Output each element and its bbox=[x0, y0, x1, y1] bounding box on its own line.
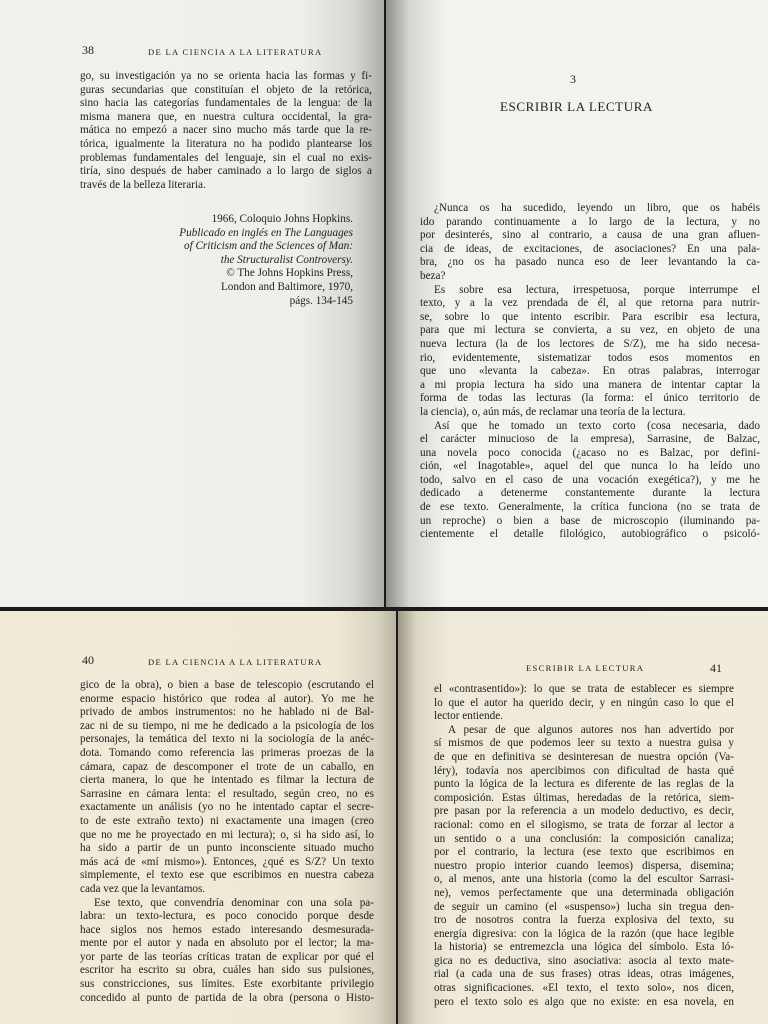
text-line: zac ni de su tiempo, ni me he dedicado a la psicología de los bbox=[80, 719, 374, 732]
text-line: tiría, sino después de haber caminado a lo largo de siglos a bbox=[80, 165, 372, 178]
text-line: sus constricciones, sus límites. Este exorbitante privilegio bbox=[80, 978, 374, 991]
page-number: 41 bbox=[710, 661, 722, 675]
text-line: enorme espacio histórico que rodea al autor). Yo me he bbox=[80, 692, 374, 705]
text-line: la ciencia), o, aún más, de reclamar una teoría de la lectura. bbox=[420, 405, 686, 418]
page-40 bbox=[0, 611, 396, 1024]
text-line: ¿Nunca os ha sucedido, leyendo un libro, que os habéis bbox=[434, 202, 760, 214]
credit-line: of Criticism and the Sciences of Man: bbox=[183, 240, 353, 253]
text-line: composición. Estas últimas, heredadas de la retórica, siem- bbox=[434, 791, 734, 804]
text-line: de seguir un camino (el «suspenso») lucha sin tregua den- bbox=[434, 900, 734, 913]
text-line: más acá de «mí mismo»). Entonces, ¿qué es S/Z? Un texto bbox=[80, 855, 374, 868]
text-line: de que en definitiva se desinteresan de nuestra opción (Va- bbox=[434, 750, 734, 763]
text-line: un sentido o a una conclusión: la composición canaliza; bbox=[434, 832, 734, 845]
body-text bbox=[420, 202, 760, 542]
text-line: ción, «el Inagotable», aquel del que nunca lo ha leído uno bbox=[420, 460, 760, 473]
credit-line: Publicado en inglés en The Languages bbox=[179, 226, 353, 239]
text-line: misma manera que, en nuestra cultura occidental, la gra- bbox=[80, 110, 372, 123]
text-line: forma de todas las lecturas (la forma: el único territorio de bbox=[420, 392, 760, 405]
page-41 bbox=[398, 611, 768, 1024]
text-line: dedicado a detenerme constantemente durante la lectura bbox=[420, 487, 760, 500]
credit-line: págs. 134-145 bbox=[289, 294, 353, 307]
text-line: cámara, capaz de descomponer el trote de un caballo, en bbox=[80, 760, 374, 773]
page-38 bbox=[0, 0, 384, 607]
running-head: DE LA CIENCIA A LA LITERATURA bbox=[148, 47, 323, 57]
page-number: 40 bbox=[82, 653, 94, 667]
text-line: sino hacia las categorías fundamentales de la lengua: de la bbox=[80, 97, 372, 110]
text-line: Sarrasine en cámara lenta: el resultado, según creo, no es bbox=[80, 787, 374, 800]
credit-line: the Structuralist Controversy. bbox=[220, 253, 353, 266]
text-line: bra, ¿no os ha pasado nunca eso de leer levantando la ca- bbox=[420, 256, 760, 269]
text-line: hace siglos nos hemos estado interesando desmesurada- bbox=[80, 923, 374, 936]
text-line: cierta manera, lo que he intentado es filmar la lectura de bbox=[80, 774, 374, 787]
text-line: go, su investigación ya no se orienta hacia las formas y fi- bbox=[80, 70, 372, 82]
text-line: labra: un texto-lectura, es poco conocido porque desde bbox=[80, 910, 374, 923]
text-line: pero el texto solo es algo que no existe: en esa novela, en bbox=[434, 995, 734, 1008]
text-line: gico de la obra), o bien a base de telescopio (escrutando el bbox=[80, 679, 374, 691]
text-line: un reproche) o bien a base de microscopio (iluminando pa- bbox=[420, 514, 760, 527]
text-line: beza? bbox=[420, 269, 446, 282]
chapter-title: ESCRIBIR LA LECTURA bbox=[500, 99, 653, 114]
text-line: Es sobre esa lectura, irrespetuosa, porque interrumpe el bbox=[434, 283, 760, 296]
text-line: la historia) se entremezcla una lógica del símbolo. Esta ló- bbox=[434, 941, 734, 954]
text-line: el carácter minucioso de la empresa), Sarrasine, de Balzac, bbox=[420, 433, 760, 446]
text-line: lector entiende. bbox=[434, 710, 503, 723]
running-head: DE LA CIENCIA A LA LITERATURA bbox=[148, 657, 323, 667]
text-line: personajes, la temática del texto ni la sociología de la anéc- bbox=[80, 733, 374, 746]
text-line: mática no empezó a nacer sino mucho más tarde que la re- bbox=[80, 124, 372, 137]
text-line: exactamente un análisis (yo no he intentado captar el secre- bbox=[80, 801, 374, 814]
text-line: Ese texto, que convendría denominar con una sola pa- bbox=[94, 896, 374, 909]
text-line: privado de ambos instrumentos: no he hablado ni de Bal- bbox=[80, 706, 374, 719]
body-text bbox=[80, 70, 372, 192]
text-line: problemas fundamentales del lenguaje, sin el cual no exis- bbox=[80, 151, 372, 164]
body-text bbox=[80, 679, 374, 1005]
text-line: o, al menos, ante una historia (como la del escultor Sarrasi- bbox=[434, 873, 734, 886]
text-line: Así que he tomado un texto corto (cosa necesaria, dado bbox=[434, 419, 760, 432]
text-line: guras secundarias que constituían el objeto de la retórica, bbox=[80, 83, 372, 96]
text-line: mente por el autor y nada en absoluto por el lector; la ma- bbox=[80, 937, 374, 950]
text-line: escritor ha escrito su obra, cuáles han sido sus pulsiones, bbox=[80, 964, 374, 977]
text-line: pre pasan por la referencia a un modelo deductivo, es decir, bbox=[434, 805, 734, 818]
text-line: racional: como en el silogismo, se trata de forzar al lector a bbox=[434, 818, 734, 831]
text-line: tro de nosotros contra la fuerza explosiva del texto, su bbox=[434, 914, 734, 927]
text-line: punto la lógica de la lectura es diferente de las reglas de la bbox=[434, 778, 734, 791]
text-line: se, sobre lo que intento escribir. Para escribir esa lectura, bbox=[420, 310, 760, 323]
text-line: nuestro propio interior cuando leemos) dispersa, disemina; bbox=[434, 859, 734, 872]
source-credits bbox=[100, 213, 353, 308]
body-text bbox=[434, 683, 734, 1009]
text-line: yor parte de las teorías críticas tratan de explicar por qué el bbox=[80, 950, 374, 963]
text-line: ha sido a partir de un punto inconsciente situado mucho bbox=[80, 842, 374, 855]
text-line: to de este extraño texto) ni exactamente una imagen (creo bbox=[80, 814, 374, 827]
text-line: concedido al punto de partida de la obra (persona o Histo- bbox=[80, 991, 374, 1004]
text-line: texto, y a la vez prendada de él, al que retorna para nutrir- bbox=[420, 297, 760, 310]
text-line: una novela poco conocida (¿acaso no es Balzac, por defini- bbox=[420, 446, 760, 459]
text-line: tórica, igualmente la literatura no ha podido plantearse los bbox=[80, 137, 372, 150]
running-head: ESCRIBIR LA LECTURA bbox=[526, 663, 645, 673]
text-line: que uno «levanta la cabeza». En otras palabras, interrogar bbox=[420, 365, 760, 378]
text-line: gica no es deductiva, sino asociativa: asocia al texto mate- bbox=[434, 954, 734, 967]
text-line: para que mi lectura se convierta, a su vez, en objeto de una bbox=[420, 324, 760, 337]
text-line: todo, salvo en el caso de una vocación exegética?), y me he bbox=[420, 473, 760, 486]
text-line: ne), vemos perfectamente que una determinada obligación bbox=[434, 886, 734, 899]
text-line: cientemente el detalle filológico, autobiográfico o psicoló- bbox=[420, 528, 760, 541]
text-line: por el contrario, la lectura (ese texto que escribimos en bbox=[434, 846, 734, 859]
text-line: lo que el autor ha querido decir, y en ningún caso lo que el bbox=[434, 696, 734, 709]
credit-line: © The Johns Hopkins Press, bbox=[226, 267, 353, 280]
chapter-number: 3 bbox=[570, 72, 576, 86]
text-line: dota. Tomando como referencia las primeras proezas de la bbox=[80, 746, 374, 759]
text-line: léry), todavía nos apercibimos con dificultad de hasta qué bbox=[434, 764, 734, 777]
page-39 bbox=[386, 0, 768, 607]
text-line: de ese texto. Generalmente, la crítica funciona (no se trata de bbox=[420, 501, 760, 514]
text-line: sí mismos de que podemos leer su texto a nuestra guisa y bbox=[434, 737, 734, 750]
text-line: cia de ideas, de excitaciones, de asociaciones? En una pala- bbox=[420, 242, 760, 255]
text-line: simplemente, el texto ese que escribimos en nuestra cabeza bbox=[80, 869, 374, 882]
text-line: el «contrasentido»): lo que se trata de establecer es siempre bbox=[434, 683, 734, 695]
text-line: energía digresiva: con la lógica de la razón (que hace legible bbox=[434, 927, 734, 940]
page-number: 38 bbox=[82, 43, 94, 57]
credit-line: London and Baltimore, 1970, bbox=[220, 280, 353, 293]
text-line: cada vez que la levantamos. bbox=[80, 882, 206, 895]
text-line: A pesar de que algunos autores nos han advertido por bbox=[448, 723, 734, 736]
text-line: rial (a cada una de sus frases) otras ideas, otras imágenes, bbox=[434, 968, 734, 981]
text-line: otras significaciones. «El texto, el texto solo», nos dicen, bbox=[434, 982, 734, 995]
credit-line: 1966, Coloquio Johns Hopkins. bbox=[211, 213, 353, 225]
text-line: a mi propia lectura ha sido una manera de intentar captar la bbox=[420, 378, 760, 391]
text-line: rio, evidentemente, sistematizar todos esos momentos en bbox=[420, 351, 760, 364]
text-line: ido parando continuamente a lo largo de la lectura, y no bbox=[420, 215, 760, 228]
text-line: por desinterés, sino al contrario, a causa de una gran afluen- bbox=[420, 229, 760, 242]
text-line: través de la belleza literaria. bbox=[80, 178, 206, 191]
text-line: nueva lectura (la de los lectores de S/Z), me ha sido necesa- bbox=[420, 337, 760, 350]
text-line: que no me he proyectado en mi lectura); o, si ha sido así, lo bbox=[80, 828, 374, 841]
